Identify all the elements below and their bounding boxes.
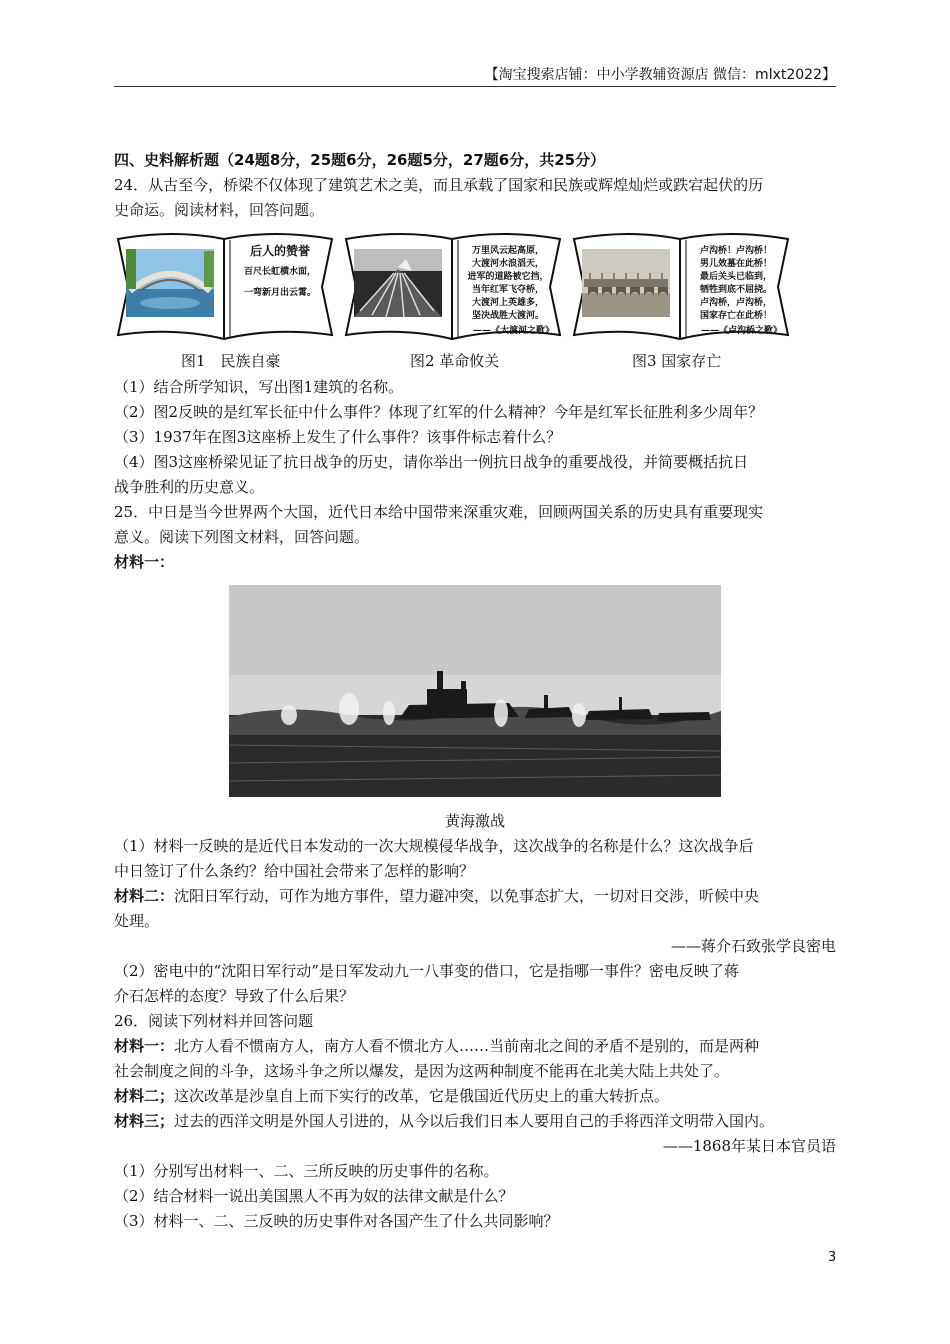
figure1-caption: 图1 民族自豪 [181, 352, 281, 370]
q26-material3-label: 材料三； [114, 1112, 175, 1130]
q26-material1-label: 材料一： [114, 1037, 175, 1055]
figure3-poem-line: 最后关头已临到， [699, 272, 772, 282]
q24-stem-line1: 24．从古至今，桥梁不仅体现了建筑艺术之美，而且承载了国家和民族或辉煌灿烂或跌宕起伏的历 [114, 176, 764, 194]
q26-question: （3）材料一、二、三反映的历史事件对各国产生了什么共同影响？ [114, 1212, 559, 1230]
q26-question: （1）分别写出材料一、二、三所反映的历史事件的名称。 [114, 1162, 499, 1180]
page-content [114, 148, 836, 1234]
figure3-poem-line: 卢沟桥！卢沟桥！ [699, 246, 772, 256]
q26-material1-line2: 社会制度之间的斗争，这场斗争之所以爆发，是因为这两种制度不能再在北美大陆上共处了。 [114, 1062, 730, 1080]
figure2-poem-line: 万里风云起高原， [471, 246, 544, 256]
q24-figures [114, 231, 836, 349]
page-number: 3 [828, 1250, 837, 1265]
figure3-poem-line: 男儿效墓在此桥！ [699, 259, 772, 269]
q26-material1-text: 北方人看不惯南方人，南方人看不惯北方人……当前南北之间的矛盾不是别的，而是两种 [174, 1037, 760, 1055]
figure3-poem-line: 牺牲到底不屈挠。 [699, 285, 772, 295]
luding-bridge-photo [354, 249, 442, 317]
q26-material3-source: ——1868年某日本官员语 [662, 1137, 836, 1155]
q25-material2-source: ——蒋介石致张学良密电 [670, 937, 836, 955]
section-title: 四、史料解析题（24题8分，25题6分，26题5分，27题6分，共25分） [114, 151, 606, 169]
figure1-poem-title: 后人的赞誉 [249, 244, 310, 258]
q25-material2-label: 材料二： [114, 887, 175, 905]
figure1-poem-line: 一弯新月出云霄。 [243, 288, 316, 298]
q24-question: （3）1937年在图3这座桥上发生了什么事件？该事件标志着什么？ [114, 428, 562, 446]
q24-stem-line2: 史命运。阅读材料，回答问题。 [114, 201, 325, 219]
q25-stem-line2: 意义。阅读下列图文材料，回答问题。 [114, 528, 370, 546]
figure2-poem-line: 大渡河上英雄多， [471, 298, 544, 308]
figure2-poem [462, 245, 554, 338]
figure2-poem-source: ——《大渡河之歌》 [472, 326, 554, 336]
q25-material2-text: 沈阳日军行动，可作为地方事件，望力避冲突，以免事态扩大，一切对日交涉，听候中央 [174, 887, 760, 905]
battle-caption: 黄海激战 [444, 812, 505, 830]
figure2-poem-line: 坚决战胜大渡河。 [471, 311, 544, 321]
zhaozhou-bridge-photo [126, 249, 214, 317]
q26-stem: 26．阅读下列材料并回答问题 [114, 1012, 314, 1030]
q25-question1-line1: （1）材料一反映的是近代日本发动的一次大规模侵华战争，这次战争的名称是什么？这次战争后 [114, 837, 754, 855]
figure3-poem-line: 卢沟桥，卢沟桥， [699, 298, 772, 308]
figure-captions [114, 349, 836, 375]
q25-question2-line2: 介石怎样的态度？导致了什么后果？ [114, 987, 355, 1005]
figure1-poem-line: 百尺长虹横水面， [243, 267, 316, 277]
figure3-poem-line: 国家存亡在此桥！ [699, 311, 772, 321]
figure2-poem-line: 进军的道路被它挡， [467, 272, 549, 282]
yellow-sea-battle-photo [229, 585, 721, 797]
q25-stem-line1: 25．中日是当今世界两个大国，近代日本给中国带来深重灾难，回顾两国关系的历史具有重要现实 [114, 503, 764, 521]
q26-material2-text: 这次改革是沙皇自上而下实行的改革，它是俄国近代历史上的重大转折点。 [174, 1087, 670, 1105]
figure3-poem [690, 245, 782, 338]
q25-material1-label: 材料一： [114, 553, 175, 571]
q24-question: （1）结合所学知识，写出图1建筑的名称。 [114, 378, 404, 396]
figure1-book [114, 231, 336, 343]
figure3-poem-source: ——《卢沟桥之歌》 [700, 326, 782, 336]
figure3-book [570, 231, 792, 343]
q25-material2-line2: 处理。 [114, 912, 160, 930]
q24-question: （2）图2反映的是红军长征中什么事件？体现了红军的什么精神？今年是红军长征胜利多少周年？ [114, 403, 764, 421]
q26-material3-text: 过去的西洋文明是外国人引进的，从今以后我们日本人要用自己的手将西洋文明带入国内。 [174, 1112, 775, 1130]
q24-question: 战争胜利的历史意义。 [114, 478, 265, 496]
q26-question: （2）结合材料一说出美国黑人不再为奴的法律文献是什么？ [114, 1187, 514, 1205]
figure3-caption: 图3 国家存亡 [632, 352, 722, 370]
figure2-poem-line: 当年红军飞夺桥， [471, 285, 544, 295]
q25-question2-line1: （2）密电中的“沈阳日军行动”是日军发动九一八事变的借口，它是指哪一事件？密电反映了蒋 [114, 962, 739, 980]
figure1-poem [234, 245, 326, 300]
q25-question1-line2: 中日签订了什么条约？给中国社会带来了怎样的影响？ [114, 862, 475, 880]
figure2-poem-line: 大渡河水浪滔天， [471, 259, 544, 269]
figure2-book [342, 231, 564, 343]
figure2-caption: 图2 革命攸关 [410, 352, 500, 370]
lugou-bridge-photo [582, 249, 670, 317]
q26-material2-label: 材料二； [114, 1087, 175, 1105]
page-header: 【淘宝搜索店铺：中小学教辅资源店 微信：mlxt2022】 [484, 67, 836, 83]
q24-question: （4）图3这座桥梁见证了抗日战争的历史，请你举出一例抗日战争的重要战役，并简要概括抗日 [114, 453, 749, 471]
header-rule [114, 86, 836, 87]
